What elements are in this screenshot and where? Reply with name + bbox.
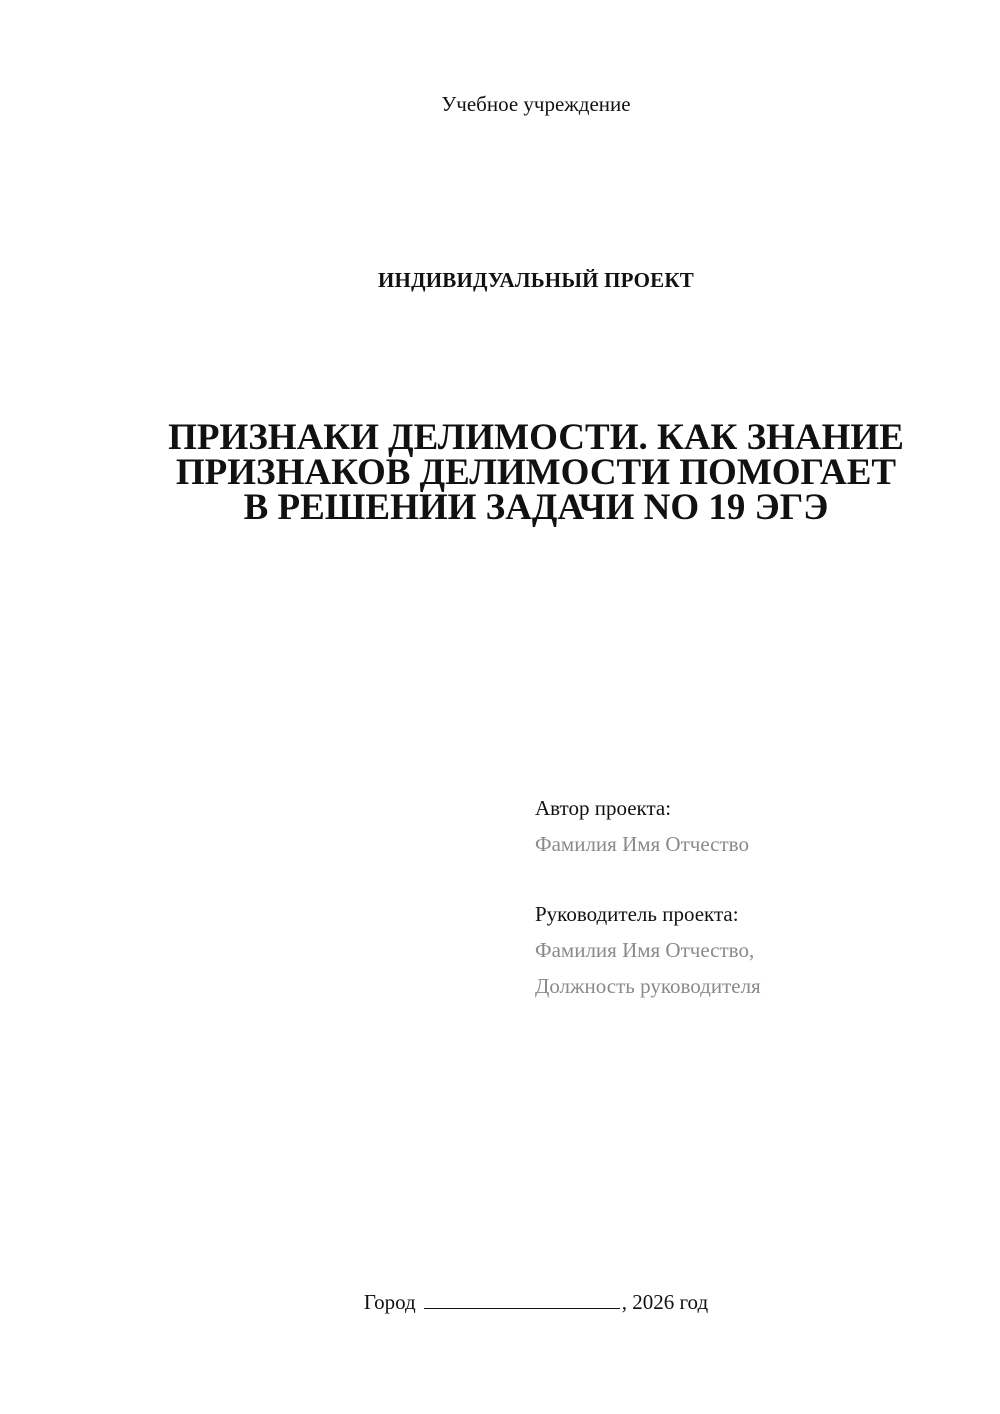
author-label: Автор проекта: <box>535 796 672 820</box>
supervisor-label: Руководитель проекта: <box>535 902 739 926</box>
supervisor-position-placeholder: Должность руководителя <box>535 974 761 998</box>
project-type-heading: ИНДИВИДУАЛЬНЫЙ ПРОЕКТ <box>378 268 694 292</box>
title-line-3: В РЕШЕНИИ ЗАДАЧИ NO 19 ЭГЭ <box>243 487 829 528</box>
supervisor-name-placeholder: Фамилия Имя Отчество, <box>535 938 755 962</box>
project-info-block <box>535 790 975 1004</box>
title-line-2: ПРИЗНАКОВ ДЕЛИМОСТИ ПОМОГАЕТ <box>175 452 897 493</box>
year-text: , 2026 год <box>621 1290 709 1314</box>
project-title <box>140 417 932 528</box>
title-line-1: ПРИЗНАКИ ДЕЛИМОСТИ. КАК ЗНАНИЕ <box>168 417 904 458</box>
institution-name: Учебное учреждение <box>441 92 631 116</box>
city-label: Город <box>363 1290 416 1314</box>
info-spacer <box>535 862 975 896</box>
author-name-placeholder: Фамилия Имя Отчество <box>535 832 749 856</box>
city-year-line <box>0 1290 1000 1315</box>
city-blank-line <box>424 1290 620 1309</box>
